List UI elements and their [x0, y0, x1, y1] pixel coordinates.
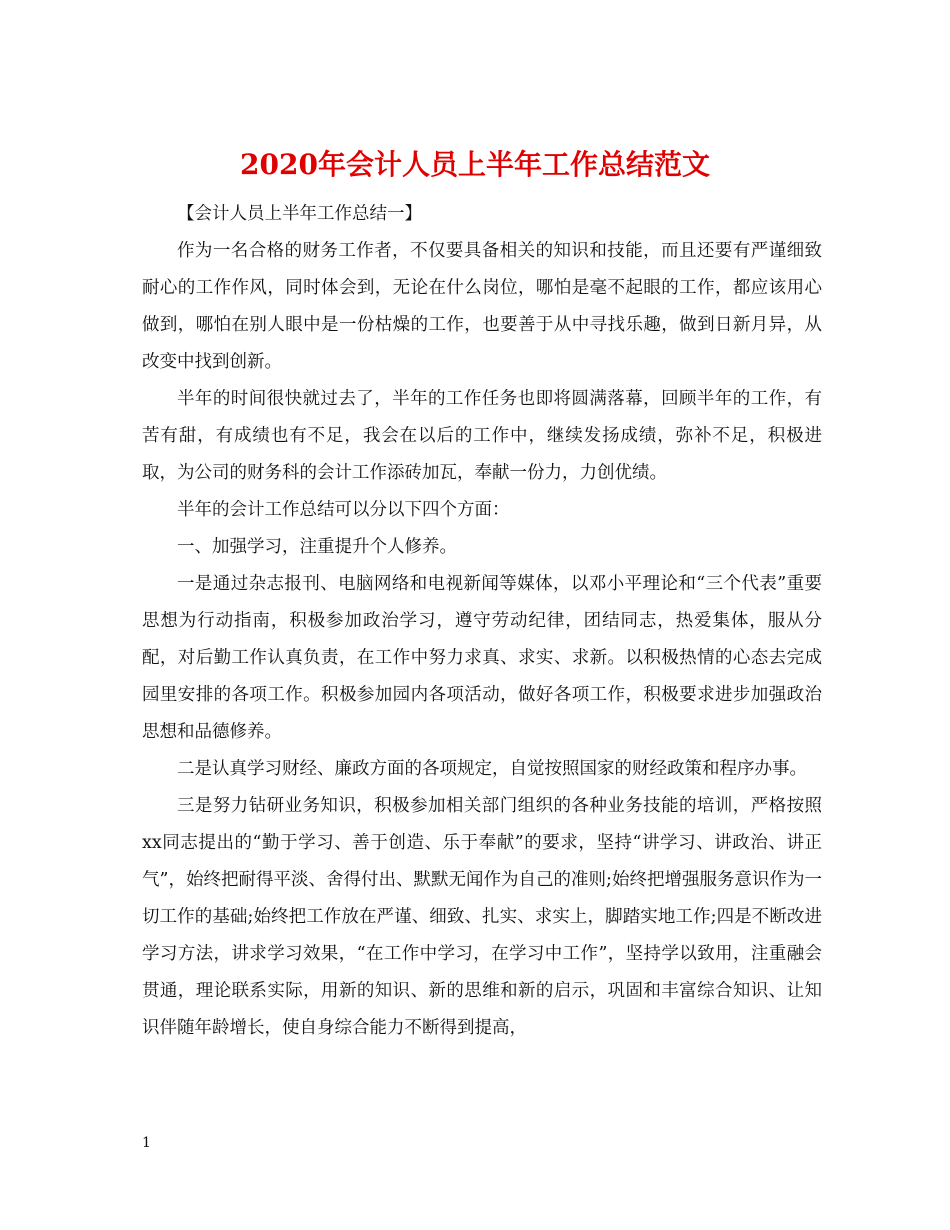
- paragraph: 半年的会计工作总结可以分以下四个方面：: [177, 500, 510, 520]
- paragraph: 三是努力钻研业务知识，积极参加相关部门组织的各种业务技能的培训，严格按照xx同志提出的“勤于学习、善于创造、乐于奉献”的要求，坚持“讲学习、讲政治、讲正气”，始终把耐得平淡、舍得付出、默默无闻作为自己的准则;始终把增强服务意识作为一切工作的基础;始终把工作放在严谨、细致、扎实、求实上，脚踏实地工作;四是不断改进学习方法，讲求学习效果，“在工作中学习，在学习中工作”，坚持学以致用，注重融会贯通，理论联系实际，用新的知识、新的思维和新的启示，巩固和丰富综合知识、让知识伴随年龄增长，使自身综合能力不断得到提高，: [142, 796, 822, 1038]
- paragraph: 一、加强学习，注重提升个人修养。: [177, 537, 457, 557]
- paragraph: 作为一名合格的财务工作者，不仅要具备相关的知识和技能，而且还要有严谨细致耐心的工作作风，同时体会到，无论在什么岗位，哪怕是毫不起眼的工作，都应该用心做到，哪怕在别人眼中是一份枯燥的工作，也要善于从中寻找乐趣，做到日新月异，从改变中找到创新。: [142, 241, 822, 372]
- section-heading: 【会计人员上半年工作总结一】: [177, 204, 422, 224]
- document-body: [142, 196, 822, 1047]
- page-number: 1: [142, 1135, 151, 1151]
- paragraph: 一是通过杂志报刊、电脑网络和电视新闻等媒体，以邓小平理论和“三个代表”重要思想为行动指南，积极参加政治学习，遵守劳动纪律，团结同志，热爱集体，服从分配，对后勤工作认真负责，在工作中努力求真、求实、求新。以积极热情的心态去完成园里安排的各项工作。积极参加园内各项活动，做好各项工作，积极要求进步加强政治思想和品德修养。: [142, 574, 822, 742]
- paragraph: 二是认真学习财经、廉政方面的各项规定，自觉按照国家的财经政策和程序办事。: [177, 759, 807, 779]
- document-title: 2020年会计人员上半年工作总结范文: [240, 147, 710, 181]
- paragraph: 半年的时间很快就过去了，半年的工作任务也即将圆满落幕，回顾半年的工作，有苦有甜，有成绩也有不足，我会在以后的工作中，继续发扬成绩，弥补不足，积极进取，为公司的财务科的会计工作添砖加瓦，奉献一份力，力创优绩。: [142, 389, 822, 483]
